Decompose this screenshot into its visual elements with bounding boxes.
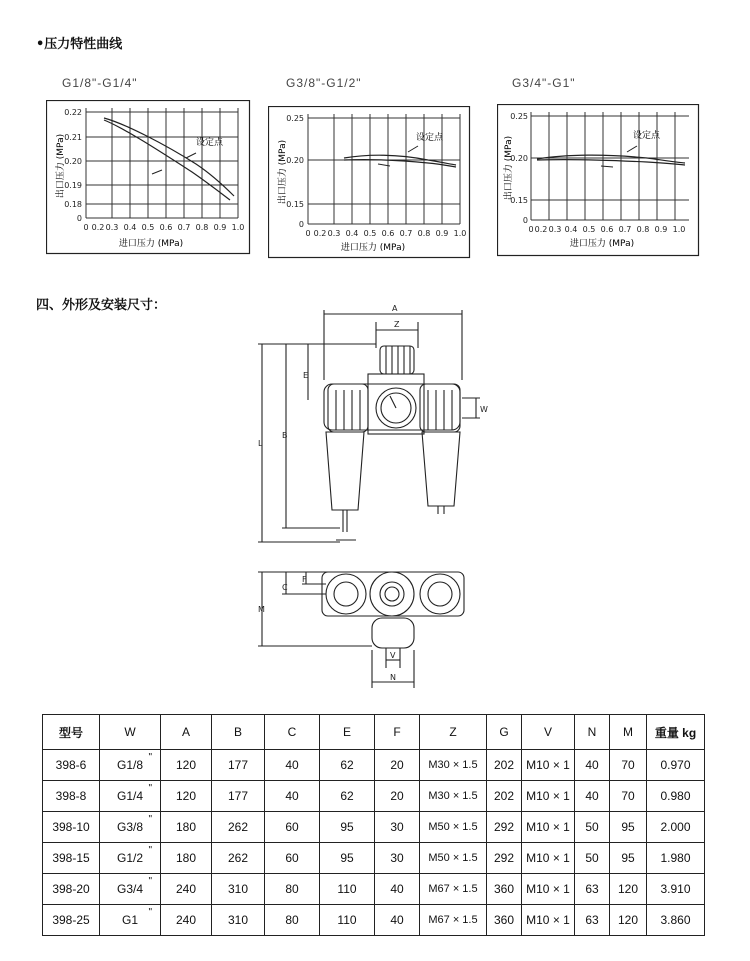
cell-w-text: G1/2 xyxy=(116,851,143,865)
cell-a: 120 xyxy=(161,781,212,812)
cell-w xyxy=(100,905,161,936)
cell-f: 20 xyxy=(375,750,420,781)
cell-w-text: G1 xyxy=(121,913,138,927)
chart-1-xtick: 0.8 xyxy=(195,223,209,232)
cell-w-sup: " xyxy=(148,783,152,794)
chart-3-xlabel: 进口压力 (MPa) xyxy=(569,239,635,249)
cell-f: 30 xyxy=(375,843,420,874)
cell-g: 292 xyxy=(487,812,522,843)
chart-3-ytick: 0.15 xyxy=(510,196,528,205)
cell-a: 180 xyxy=(161,843,212,874)
chart-1-xlabel: 进口压力 (MPa) xyxy=(118,239,184,249)
cell-b: 177 xyxy=(212,750,265,781)
cell-kg: 3.860 xyxy=(647,905,705,936)
table-row xyxy=(43,905,705,936)
cell-w-sup: " xyxy=(148,845,152,856)
cell-w-text: G3/8 xyxy=(116,820,143,834)
dim-label-l: L xyxy=(258,439,263,448)
dim-label-n: N xyxy=(390,673,396,682)
cell-w-text: G1/8 xyxy=(116,758,143,772)
chart-1-ylabel: 出口压力 (MPa) xyxy=(56,133,66,199)
chart-1-ytick: 0.19 xyxy=(64,181,82,190)
cell-model: 398-10 xyxy=(43,812,100,843)
cell-n: 63 xyxy=(575,905,610,936)
chart-2-ytick: 0.20 xyxy=(286,156,304,165)
cell-v: M10 × 1 xyxy=(522,905,575,936)
chart-1-title: G1/8"-G1/4" xyxy=(62,76,138,90)
cell-g: 360 xyxy=(487,874,522,905)
section-title-curves: •压力特性曲线 xyxy=(36,37,123,52)
cell-z: M50 × 1.5 xyxy=(420,812,487,843)
cell-a: 120 xyxy=(161,750,212,781)
cell-w xyxy=(100,812,161,843)
chart-1-arrow xyxy=(186,153,196,158)
chart-2-ytick: 0.25 xyxy=(286,114,304,123)
dim-label-c: C xyxy=(282,583,288,592)
section-title-dimensions: 四、外形及安装尺寸： xyxy=(36,298,167,313)
cell-b: 262 xyxy=(212,843,265,874)
chart-2-xtick: 0 xyxy=(305,229,311,238)
chart-3-ytick: 0 xyxy=(522,216,528,225)
col-header: 型号 xyxy=(43,715,100,750)
chart-3-title: G3/4"-G1" xyxy=(512,76,576,90)
col-header: F xyxy=(375,715,420,750)
cell-e: 95 xyxy=(320,843,375,874)
col-header: A xyxy=(161,715,212,750)
cell-z: M30 × 1.5 xyxy=(420,781,487,812)
chart-1-xtick: 1.0 xyxy=(231,223,245,232)
cell-w xyxy=(100,781,161,812)
cell-v: M10 × 1 xyxy=(522,843,575,874)
dim-label-v: V xyxy=(390,651,396,660)
cell-a: 240 xyxy=(161,905,212,936)
chart-3-xtick: 0.8 xyxy=(636,225,650,234)
chart-1-ytick: 0.18 xyxy=(64,200,82,209)
dim-label-b: B xyxy=(282,431,288,440)
dim-label-w: W xyxy=(480,405,488,414)
cell-w-sup: " xyxy=(148,752,152,763)
dim-label-a: A xyxy=(392,304,398,313)
chart-2 xyxy=(268,106,471,259)
chart-1-xtick: 0.6 xyxy=(159,223,173,232)
cell-c: 80 xyxy=(265,905,320,936)
dim-label-z: Z xyxy=(394,320,400,329)
chart-1-ytick: 0.22 xyxy=(64,108,82,117)
table-header-row xyxy=(43,715,705,750)
cell-z: M50 × 1.5 xyxy=(420,843,487,874)
cell-e: 110 xyxy=(320,905,375,936)
dim-label-m: M xyxy=(258,605,265,614)
table-row xyxy=(43,750,705,781)
chart-2-ytick: 0.15 xyxy=(286,200,304,209)
cell-f: 40 xyxy=(375,874,420,905)
chart-3-ytick: 0.20 xyxy=(510,154,528,163)
chart-1 xyxy=(46,100,251,255)
cell-b: 310 xyxy=(212,874,265,905)
cell-n: 40 xyxy=(575,781,610,812)
cell-m: 70 xyxy=(610,750,647,781)
dimension-drawing xyxy=(240,300,500,695)
cell-model: 398-25 xyxy=(43,905,100,936)
chart-1-annotation: 设定点 xyxy=(196,138,224,148)
chart-1-xtick: 0.2 xyxy=(91,223,105,232)
spec-table xyxy=(42,714,705,936)
chart-1-xtick: 0.4 xyxy=(123,223,137,232)
chart-1-series-2 xyxy=(104,120,230,200)
chart-3-xtick: 0 xyxy=(528,225,534,234)
chart-1-ytick: 0.21 xyxy=(64,133,82,142)
cell-c: 60 xyxy=(265,812,320,843)
cell-n: 50 xyxy=(575,812,610,843)
chart-2-xtick: 0.2 xyxy=(313,229,327,238)
cell-b: 177 xyxy=(212,781,265,812)
cell-e: 62 xyxy=(320,781,375,812)
col-header: B xyxy=(212,715,265,750)
cell-w-sup: " xyxy=(148,907,152,918)
chart-2-xtick: 0.5 xyxy=(363,229,377,238)
chart-1-xtick: 0.7 xyxy=(177,223,191,232)
table-row xyxy=(43,781,705,812)
chart-2-annotation: 设定点 xyxy=(416,133,444,143)
cell-e: 62 xyxy=(320,750,375,781)
cell-n: 40 xyxy=(575,750,610,781)
chart-2-xtick: 0.3 xyxy=(327,229,341,238)
col-header: E xyxy=(320,715,375,750)
cell-model: 398-8 xyxy=(43,781,100,812)
chart-1-ytick: 0.20 xyxy=(64,157,82,166)
chart-2-xtick: 0.4 xyxy=(345,229,359,238)
chart-2-xtick: 0.6 xyxy=(381,229,395,238)
chart-2-series-2 xyxy=(344,160,456,167)
cell-m: 70 xyxy=(610,781,647,812)
cell-b: 262 xyxy=(212,812,265,843)
cell-kg: 3.910 xyxy=(647,874,705,905)
cell-model: 398-15 xyxy=(43,843,100,874)
chart-1-xtick: 0.9 xyxy=(213,223,227,232)
col-header: 重量 kg xyxy=(647,715,705,750)
chart-3-xtick: 0.2 xyxy=(534,225,548,234)
cell-n: 63 xyxy=(575,874,610,905)
cell-kg: 1.980 xyxy=(647,843,705,874)
table-row xyxy=(43,812,705,843)
cell-b: 310 xyxy=(212,905,265,936)
chart-1-xtick: 0 xyxy=(83,223,89,232)
cell-c: 40 xyxy=(265,781,320,812)
dim-label-e: E xyxy=(303,371,309,380)
cell-g: 292 xyxy=(487,843,522,874)
cell-v: M10 × 1 xyxy=(522,812,575,843)
cell-c: 80 xyxy=(265,874,320,905)
cell-a: 240 xyxy=(161,874,212,905)
cell-m: 95 xyxy=(610,843,647,874)
col-header: M xyxy=(610,715,647,750)
cell-w xyxy=(100,843,161,874)
cell-f: 40 xyxy=(375,905,420,936)
chart-3-xtick: 0.4 xyxy=(564,225,578,234)
cell-w-sup: " xyxy=(148,876,152,887)
cell-z: M67 × 1.5 xyxy=(420,905,487,936)
chart-2-title: G3/8"-G1/2" xyxy=(286,76,362,90)
chart-1-xtick: 0.5 xyxy=(141,223,155,232)
cell-z: M30 × 1.5 xyxy=(420,750,487,781)
cell-w xyxy=(100,874,161,905)
chart-3 xyxy=(497,104,700,257)
cell-v: M10 × 1 xyxy=(522,874,575,905)
cell-g: 360 xyxy=(487,905,522,936)
cell-m: 120 xyxy=(610,874,647,905)
chart-2-xtick: 0.8 xyxy=(417,229,431,238)
chart-3-xtick: 0.7 xyxy=(618,225,632,234)
chart-2-xtick: 1.0 xyxy=(453,229,467,238)
chart-3-xtick: 0.5 xyxy=(582,225,596,234)
dim-label-f: F xyxy=(302,575,307,584)
col-header: C xyxy=(265,715,320,750)
col-header: Z xyxy=(420,715,487,750)
chart-3-xtick: 0.3 xyxy=(548,225,562,234)
cell-m: 120 xyxy=(610,905,647,936)
cell-m: 95 xyxy=(610,812,647,843)
cell-z: M67 × 1.5 xyxy=(420,874,487,905)
chart-1-xtick: 0.3 xyxy=(105,223,119,232)
chart-2-ytick: 0 xyxy=(298,220,304,229)
col-header: G xyxy=(487,715,522,750)
cell-f: 30 xyxy=(375,812,420,843)
table-row xyxy=(43,874,705,905)
cell-g: 202 xyxy=(487,750,522,781)
cell-n: 50 xyxy=(575,843,610,874)
chart-2-ylabel: 出口压力 (MPa) xyxy=(278,139,288,205)
chart-2-xtick: 0.7 xyxy=(399,229,413,238)
cell-model: 398-6 xyxy=(43,750,100,781)
chart-3-ytick: 0.25 xyxy=(510,112,528,121)
cell-w-text: G3/4 xyxy=(116,882,143,896)
cell-w-text: G1/4 xyxy=(116,789,143,803)
cell-c: 60 xyxy=(265,843,320,874)
cell-f: 20 xyxy=(375,781,420,812)
col-header: V xyxy=(522,715,575,750)
chart-3-annotation: 设定点 xyxy=(633,131,661,141)
cell-model: 398-20 xyxy=(43,874,100,905)
cell-v: M10 × 1 xyxy=(522,781,575,812)
cell-e: 110 xyxy=(320,874,375,905)
cell-g: 202 xyxy=(487,781,522,812)
cell-c: 40 xyxy=(265,750,320,781)
chart-3-xtick: 1.0 xyxy=(672,225,686,234)
cell-w xyxy=(100,750,161,781)
cell-e: 95 xyxy=(320,812,375,843)
cell-v: M10 × 1 xyxy=(522,750,575,781)
col-header: W xyxy=(100,715,161,750)
chart-3-xtick: 0.9 xyxy=(654,225,668,234)
col-header: N xyxy=(575,715,610,750)
chart-3-ylabel: 出口压力 (MPa) xyxy=(504,135,514,201)
chart-2-xtick: 0.9 xyxy=(435,229,449,238)
cell-kg: 0.980 xyxy=(647,781,705,812)
chart-3-xtick: 0.6 xyxy=(600,225,614,234)
cell-kg: 0.970 xyxy=(647,750,705,781)
cell-w-sup: " xyxy=(148,814,152,825)
chart-2-xlabel: 进口压力 (MPa) xyxy=(340,243,406,253)
cell-kg: 2.000 xyxy=(647,812,705,843)
table-row xyxy=(43,843,705,874)
cell-a: 180 xyxy=(161,812,212,843)
chart-1-ytick: 0 xyxy=(76,214,82,223)
